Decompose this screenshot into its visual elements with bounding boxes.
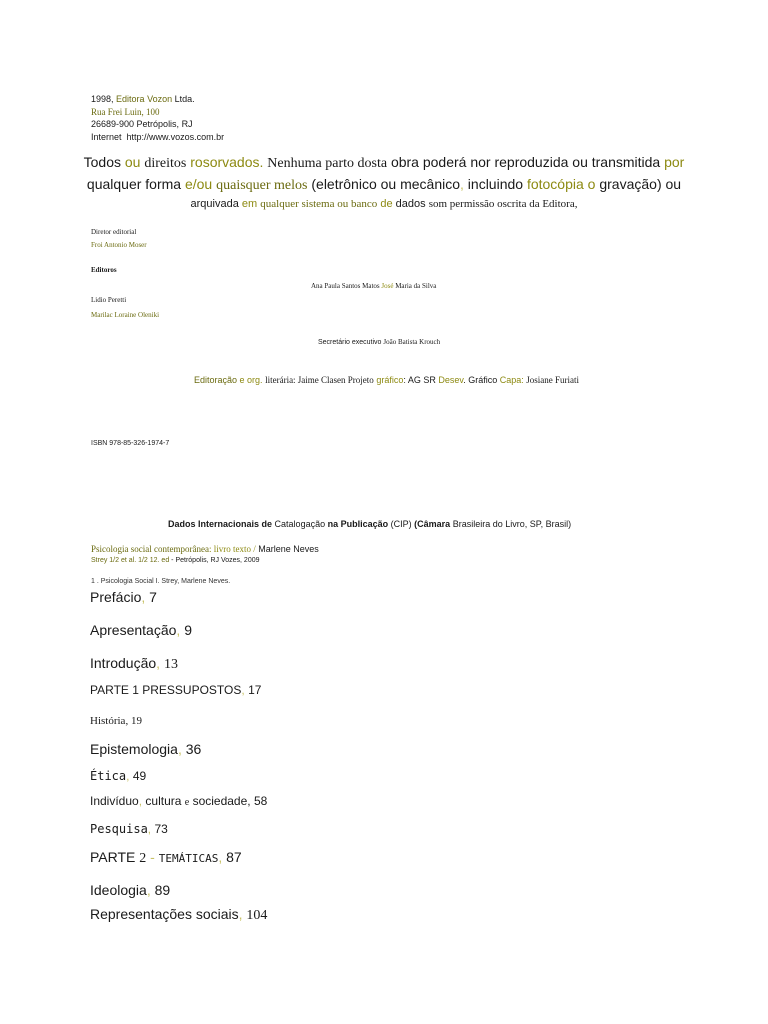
toc-title: PARTE 1 PRESSUPOSTOS: [90, 683, 242, 697]
toc-title: Epistemologia: [90, 741, 178, 757]
toc-item[interactable]: [90, 655, 178, 673]
rights-paragraph: [40, 152, 728, 212]
rights-text: ,: [460, 176, 464, 192]
rights-text: quaisquer melos: [216, 178, 308, 193]
toc-title: PARTE: [90, 849, 136, 865]
toc-separator: ,: [146, 882, 151, 898]
staff-marilac: Marilac Loraine Oleniki: [91, 311, 160, 319]
toc-page: 49: [132, 769, 147, 783]
diretor-label: Diretor editorial: [91, 228, 137, 236]
editores-names: [311, 282, 436, 290]
toc-page: 13: [163, 657, 178, 672]
rights-text: o: [587, 176, 596, 192]
cip-entry: [91, 544, 319, 554]
internet-url: http://www.vozos.com.br: [126, 131, 225, 142]
credits-line: [194, 375, 579, 385]
cip-title-text: , SP, Brasil): [524, 519, 572, 529]
toc-separator: ,: [218, 849, 223, 865]
rights-text: Todos: [83, 154, 121, 170]
toc-item[interactable]: [90, 622, 192, 638]
toc-item[interactable]: [90, 741, 201, 757]
isbn: ISBN 978-85-326-1974-7: [91, 440, 170, 447]
toc-title: Pesquisa: [90, 822, 148, 836]
publisher-name: Editora Vozon: [116, 94, 173, 104]
toc-title: Apresentação: [90, 622, 177, 638]
toc-title: Indivíduo: [90, 794, 139, 808]
rights-text: e/ou: [184, 176, 213, 192]
cip-title: [168, 519, 571, 529]
toc-separator: ,: [141, 589, 146, 605]
toc-title: 2: [139, 851, 147, 866]
publisher-street: Rua Frei Luin, 100: [91, 106, 160, 117]
toc-title: -: [150, 849, 155, 865]
credits-text: Desev: [438, 375, 464, 385]
toc-title: TEMÁTICAS: [158, 852, 219, 865]
staff-lidio: Lidio Peretti: [91, 296, 127, 304]
editores-label: Editoros: [91, 266, 117, 274]
toc-separator: ,: [156, 655, 161, 671]
publisher-ltd: Ltda.: [174, 94, 195, 104]
toc-page: 9: [184, 622, 192, 638]
rights-text: arquivada: [190, 198, 239, 210]
toc-title: cultura: [145, 794, 182, 808]
toc-item[interactable]: [90, 794, 267, 808]
publisher-block: [91, 93, 224, 143]
credits-text: Capa:: [499, 375, 524, 385]
toc-title: e: [184, 797, 190, 808]
toc-separator: ,: [241, 683, 245, 697]
toc-separator: ,: [176, 622, 181, 638]
toc-title: Representações sociais: [90, 906, 239, 922]
rights-text: em: [241, 198, 258, 210]
rights-text: qualquer sistema ou banco: [260, 198, 378, 210]
cip-entry-text: : livro texto /: [208, 544, 256, 554]
cip-entry-text: - Petrópolis, RJ Vozes, 2009: [171, 557, 260, 564]
toc-separator: ,: [126, 769, 130, 783]
rights-line-1: [40, 152, 728, 174]
rights-text: obra poderá nor reproduzida ou transmitida: [390, 154, 661, 170]
editor-name: José: [381, 282, 394, 290]
cip-title-text: Catalogação: [274, 519, 326, 529]
toc-separator: ,: [177, 741, 182, 757]
toc-page: 73: [154, 822, 168, 836]
toc-page: 89: [154, 882, 171, 898]
toc-page: 58: [253, 794, 268, 808]
credits-text: gráfico: [376, 375, 404, 385]
toc-item[interactable]: [90, 906, 267, 924]
toc-page: 7: [149, 589, 157, 605]
toc-page: 104: [246, 908, 268, 923]
cip-subject: 1 . Psicologia Social I. Strey, Marlene Neves.: [91, 578, 231, 585]
publisher-internet: [91, 131, 224, 144]
toc-title: Introdução: [90, 655, 157, 671]
toc-title: História: [90, 715, 126, 727]
cip-title-text: Brasileira do Livro: [452, 519, 525, 529]
rights-text: por: [664, 154, 685, 170]
toc-title: Ética: [90, 769, 127, 783]
toc-item[interactable]: [90, 822, 168, 836]
secretario-label: Secretário executivo: [318, 339, 382, 346]
toc-item[interactable]: [90, 849, 242, 867]
toc-item[interactable]: [90, 589, 157, 605]
credits-text: e org.: [239, 375, 263, 385]
cip-title-text: na Publicação: [327, 519, 389, 529]
toc-page: 36: [185, 741, 202, 757]
publisher-year: 1998,: [91, 94, 114, 104]
rights-text: (eletrônico ou mecânico: [311, 176, 461, 192]
credits-text: Josiane Furiati: [526, 375, 580, 385]
toc-separator: ,: [138, 794, 143, 808]
publisher-line-1: [91, 93, 224, 106]
cip-entry-text: Marlene Neves: [258, 544, 319, 554]
toc-item[interactable]: [90, 715, 142, 727]
toc-separator: ,: [147, 822, 152, 836]
toc-separator: ,: [238, 906, 243, 922]
publisher-city: 26689-900 Petrópolis, RJ: [91, 119, 193, 129]
rights-text: gravação) ou: [599, 176, 682, 192]
secretario: [318, 338, 440, 346]
credits-text: : AG SR: [403, 375, 436, 385]
diretor-name: Froi Antonio Moser: [91, 241, 147, 249]
toc-item[interactable]: [90, 769, 146, 783]
rights-text: Nenhuma parto dosta: [267, 156, 388, 171]
rights-text: rosorvados.: [190, 154, 264, 170]
toc-title: Prefácio: [90, 589, 142, 605]
rights-text: dados: [395, 198, 426, 210]
toc-page: 19: [130, 715, 142, 727]
credits-text: literária: Jaime Clasen Projeto: [265, 375, 374, 385]
rights-text: direitos: [144, 156, 187, 171]
editor-name: Maria da Silva: [395, 282, 437, 290]
rights-line-2: [40, 174, 728, 196]
cip-title-text: Dados Internacionais de: [168, 519, 273, 529]
secretario-name: João Batista Krouch: [383, 338, 441, 346]
cip-entry-text: Psicologia social contemporânea: [91, 544, 209, 554]
rights-line-3: [40, 196, 728, 212]
toc-separator: ,: [125, 715, 129, 727]
cip-entry-text: Strey 1/2 et al. 1/2 12. ed: [91, 557, 170, 564]
cip-title-text: (Câmara: [414, 519, 451, 529]
rights-text: som permissão oscrita da Editora,: [428, 198, 578, 210]
credits-text: Editoração: [194, 375, 238, 385]
toc-item[interactable]: [90, 882, 170, 898]
toc-page: 17: [248, 683, 262, 697]
toc-title: Ideologia: [90, 882, 147, 898]
editor-name: Ana Paula Santos Matos: [311, 282, 380, 290]
rights-text: de: [380, 198, 393, 210]
toc-title: sociedade,: [192, 794, 251, 808]
internet-label: Internet: [91, 131, 122, 142]
rights-text: incluindo: [467, 176, 524, 192]
credits-text: . Gráfico: [463, 375, 498, 385]
cip-title-text: (CIP): [390, 519, 412, 529]
toc-item[interactable]: [90, 683, 261, 697]
rights-text: fotocópia: [526, 176, 584, 192]
cip-entry-line-2: [91, 557, 260, 564]
rights-text: qualquer forma: [86, 176, 182, 192]
toc-page: 87: [226, 849, 242, 865]
rights-text: ou: [124, 154, 141, 170]
